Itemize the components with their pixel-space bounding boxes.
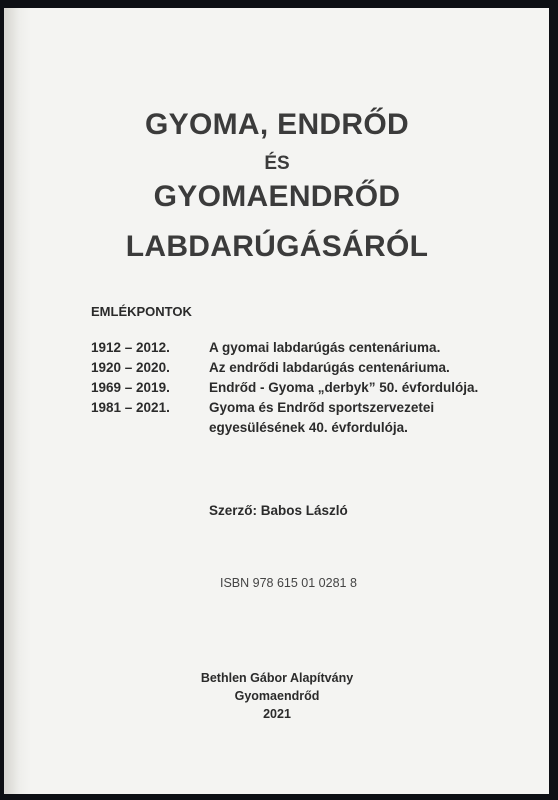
section-label: EMLÉKPONTOK [91, 304, 192, 319]
commemoration-text: Az endrődi labdarúgás centenáriuma. [209, 360, 450, 375]
commemoration-text: Gyoma és Endrőd sportszervezetei [209, 400, 435, 415]
commemoration-year: 1920 – 2020. [91, 360, 170, 375]
commemoration-year: 1969 – 2019. [91, 380, 170, 395]
isbn: ISBN 978 615 01 0281 8 [220, 576, 357, 590]
publisher-city: Gyomaendrőd [234, 689, 320, 703]
commemoration-year: 1981 – 2021. [91, 400, 170, 415]
title-page [4, 8, 549, 794]
commemoration-text: A gyomai labdarúgás centenáriuma. [209, 340, 441, 355]
title-line-1: GYOMA, ENDRŐD [145, 108, 409, 141]
publication-year: 2021 [263, 707, 291, 721]
title-line-4: LABDARÚGÁSÁRÓL [125, 230, 429, 263]
title-line-3: GYOMAENDRŐD [153, 180, 401, 213]
author-line: Szerző: Babos László [209, 503, 348, 518]
title-line-2: ÉS [264, 153, 290, 174]
commemoration-text: Endrőd - Gyoma „derbyk” 50. évfordulója. [209, 380, 479, 395]
commemoration-year: 1912 – 2012. [91, 340, 170, 355]
commemoration-text: egyesülésének 40. évfordulója. [209, 420, 408, 435]
publisher-name: Bethlen Gábor Alapítvány [200, 671, 354, 685]
